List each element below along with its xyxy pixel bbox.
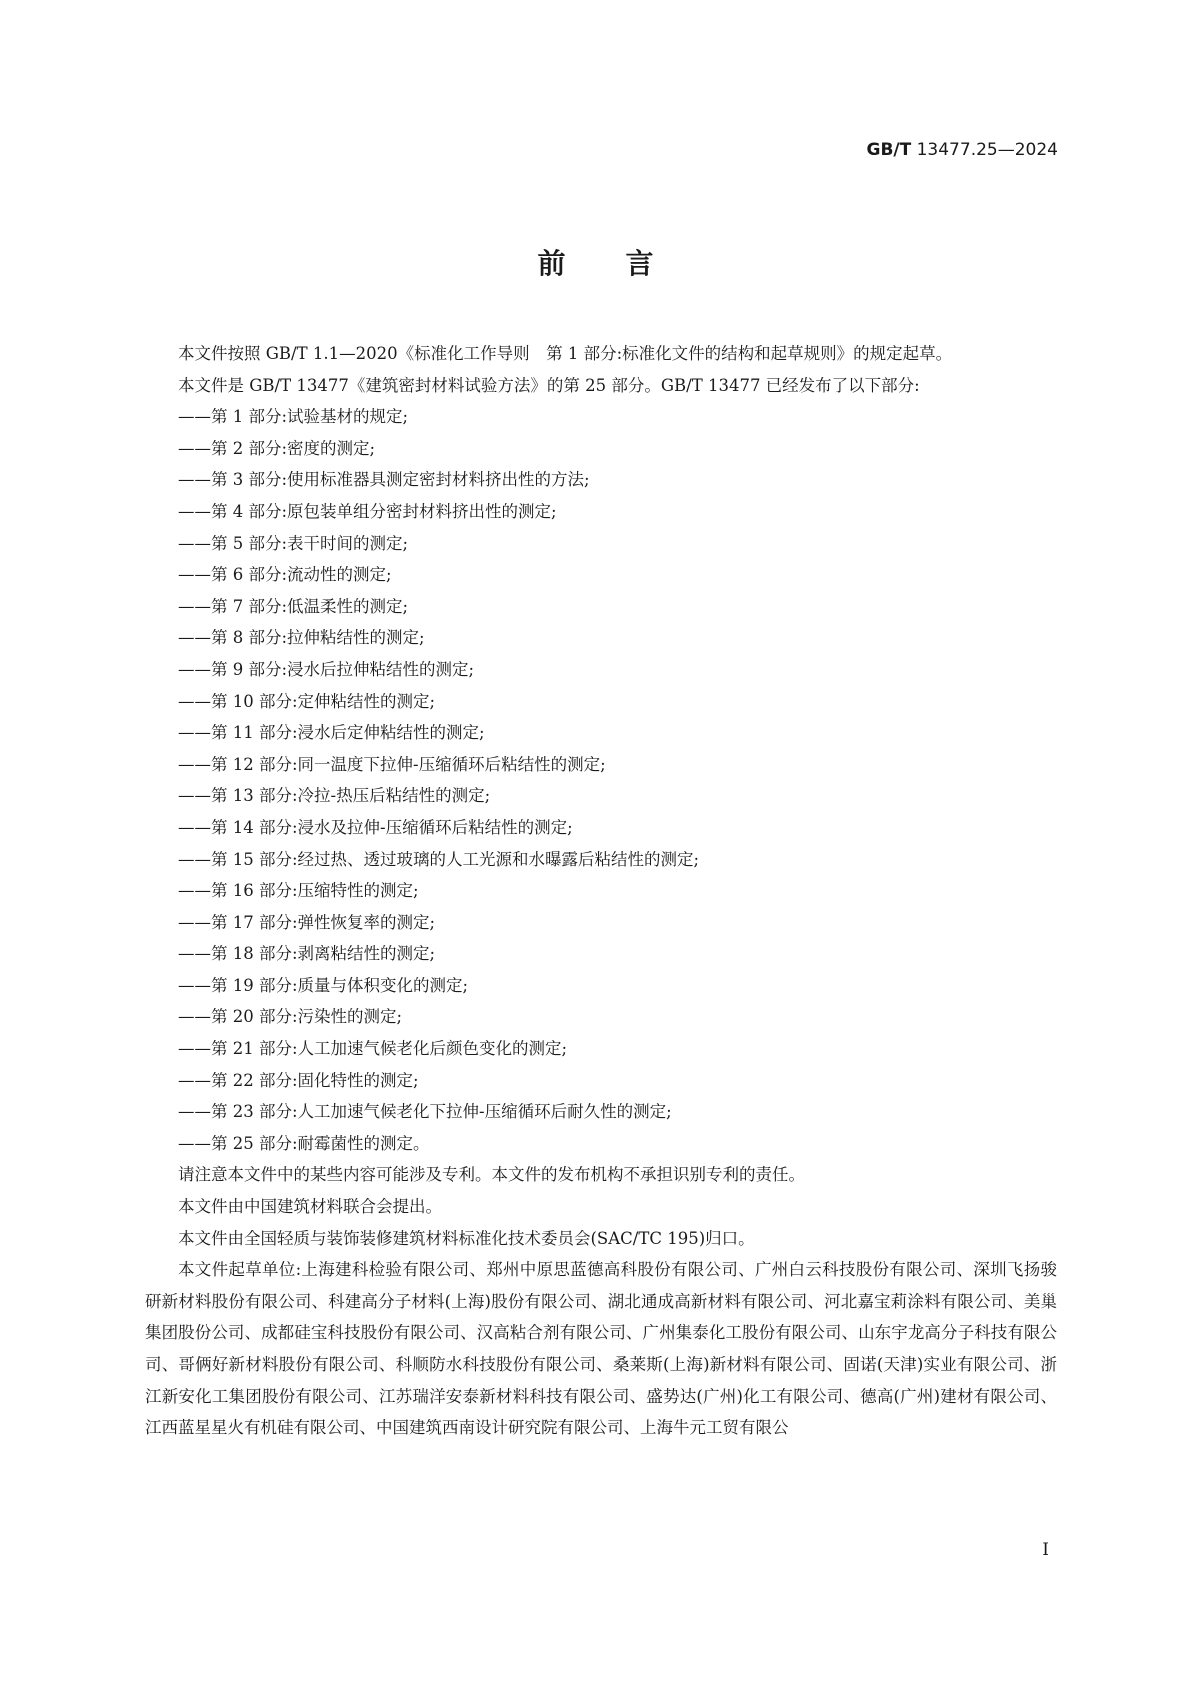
list-item: ——第 14 部分:浸水及拉伸-压缩循环后粘结性的测定; [178, 817, 573, 837]
standard-prefix: GB/T [866, 140, 912, 160]
drafting-units-paragraph: 本文件起草单位:上海建科检验有限公司、郑州中原思蓝德高科股份有限公司、广州白云科技股份有限公司、深圳飞扬骏研新材料股份有限公司、科建高分子材料(上海)股份有限公司、湖北通成高新材料有限公司、河北嘉宝莉涂料有限公司、美巢集团股份公司、成都硅宝科技股份有限公司、汉高粘合剂有限公司、广州集泰化工股份有限公司、山东宇龙高分子科技有限公司、哥俩好新材料股份有限公司、科顺防水科技股份有限公司、桑莱斯(上海)新材料有限公司、固诺(天津)实业有限公司、浙江新安化工集团股份有限公司、江苏瑞洋安泰新材料科技有限公司、盛势达(广州)化工有限公司、德高(广州)建材有限公司、江西蓝星星火有机硅有限公司、中国建筑西南设计研究院有限公司、上海牛元工贸有限公 [145, 1260, 1057, 1438]
standard-number: 13477.25—2024 [916, 140, 1058, 160]
list-item: ——第 15 部分:经过热、透过玻璃的人工光源和水曝露后粘结性的测定; [178, 849, 700, 869]
list-item: ——第 13 部分:冷拉-热压后粘结性的测定; [178, 786, 491, 806]
intro-paragraph: 本文件是 GB/T 13477《建筑密封材料试验方法》的第 25 部分。GB/T 13477 已经发布了以下部分: [178, 375, 920, 395]
list-item: ——第 10 部分:定伸粘结性的测定; [178, 691, 436, 711]
page-title: 前言 [537, 247, 714, 280]
list-item: ——第 11 部分:浸水后定伸粘结性的测定; [178, 723, 485, 743]
list-item: ——第 4 部分:原包装单组分密封材料挤出性的测定; [178, 501, 557, 521]
list-item: ——第 25 部分:耐霉菌性的测定。 [178, 1133, 430, 1153]
list-item: ——第 22 部分:固化特性的测定; [178, 1070, 419, 1090]
intro-paragraph: 本文件按照 GB/T 1.1—2020《标准化工作导则 第 1 部分:标准化文件的结构和起草规则》的规定起草。 [178, 344, 953, 363]
list-item: ——第 12 部分:同一温度下拉伸-压缩循环后粘结性的测定; [178, 754, 606, 774]
parts-list [145, 401, 1057, 1159]
list-item: ——第 5 部分:表干时间的测定; [178, 533, 409, 553]
patent-notice: 请注意本文件中的某些内容可能涉及专利。本文件的发布机构不承担识别专利的责任。 [178, 1165, 805, 1185]
list-item: ——第 21 部分:人工加速气候老化后颜色变化的测定; [178, 1039, 568, 1059]
list-item: ——第 2 部分:密度的测定; [178, 438, 376, 458]
proposer-paragraph: 本文件由中国建筑材料联合会提出。 [178, 1197, 442, 1217]
list-item: ——第 8 部分:拉伸粘结性的测定; [178, 628, 425, 648]
list-item: ——第 6 部分:流动性的测定; [178, 565, 392, 585]
page-number: I [1042, 1540, 1049, 1560]
list-item: ——第 7 部分:低温柔性的测定; [178, 596, 409, 616]
list-item: ——第 16 部分:压缩特性的测定; [178, 881, 419, 901]
committee-paragraph: 本文件由全国轻质与装饰装修建筑材料标准化技术委员会(SAC/TC 195)归口。 [178, 1228, 755, 1248]
list-item: ——第 23 部分:人工加速气候老化下拉伸-压缩循环后耐久性的测定; [178, 1102, 672, 1122]
list-item: ——第 9 部分:浸水后拉伸粘结性的测定; [178, 659, 475, 679]
foreword-body [145, 338, 1057, 1444]
list-item: ——第 18 部分:剥离粘结性的测定; [178, 944, 436, 964]
list-item: ——第 20 部分:污染性的测定; [178, 1007, 403, 1027]
list-item: ——第 17 部分:弹性恢复率的测定; [178, 912, 436, 932]
list-item: ——第 1 部分:试验基材的规定; [178, 407, 409, 427]
list-item: ——第 19 部分:质量与体积变化的测定; [178, 975, 469, 995]
list-item: ——第 3 部分:使用标准器具测定密封材料挤出性的方法; [178, 470, 590, 490]
document-code [866, 140, 1058, 160]
